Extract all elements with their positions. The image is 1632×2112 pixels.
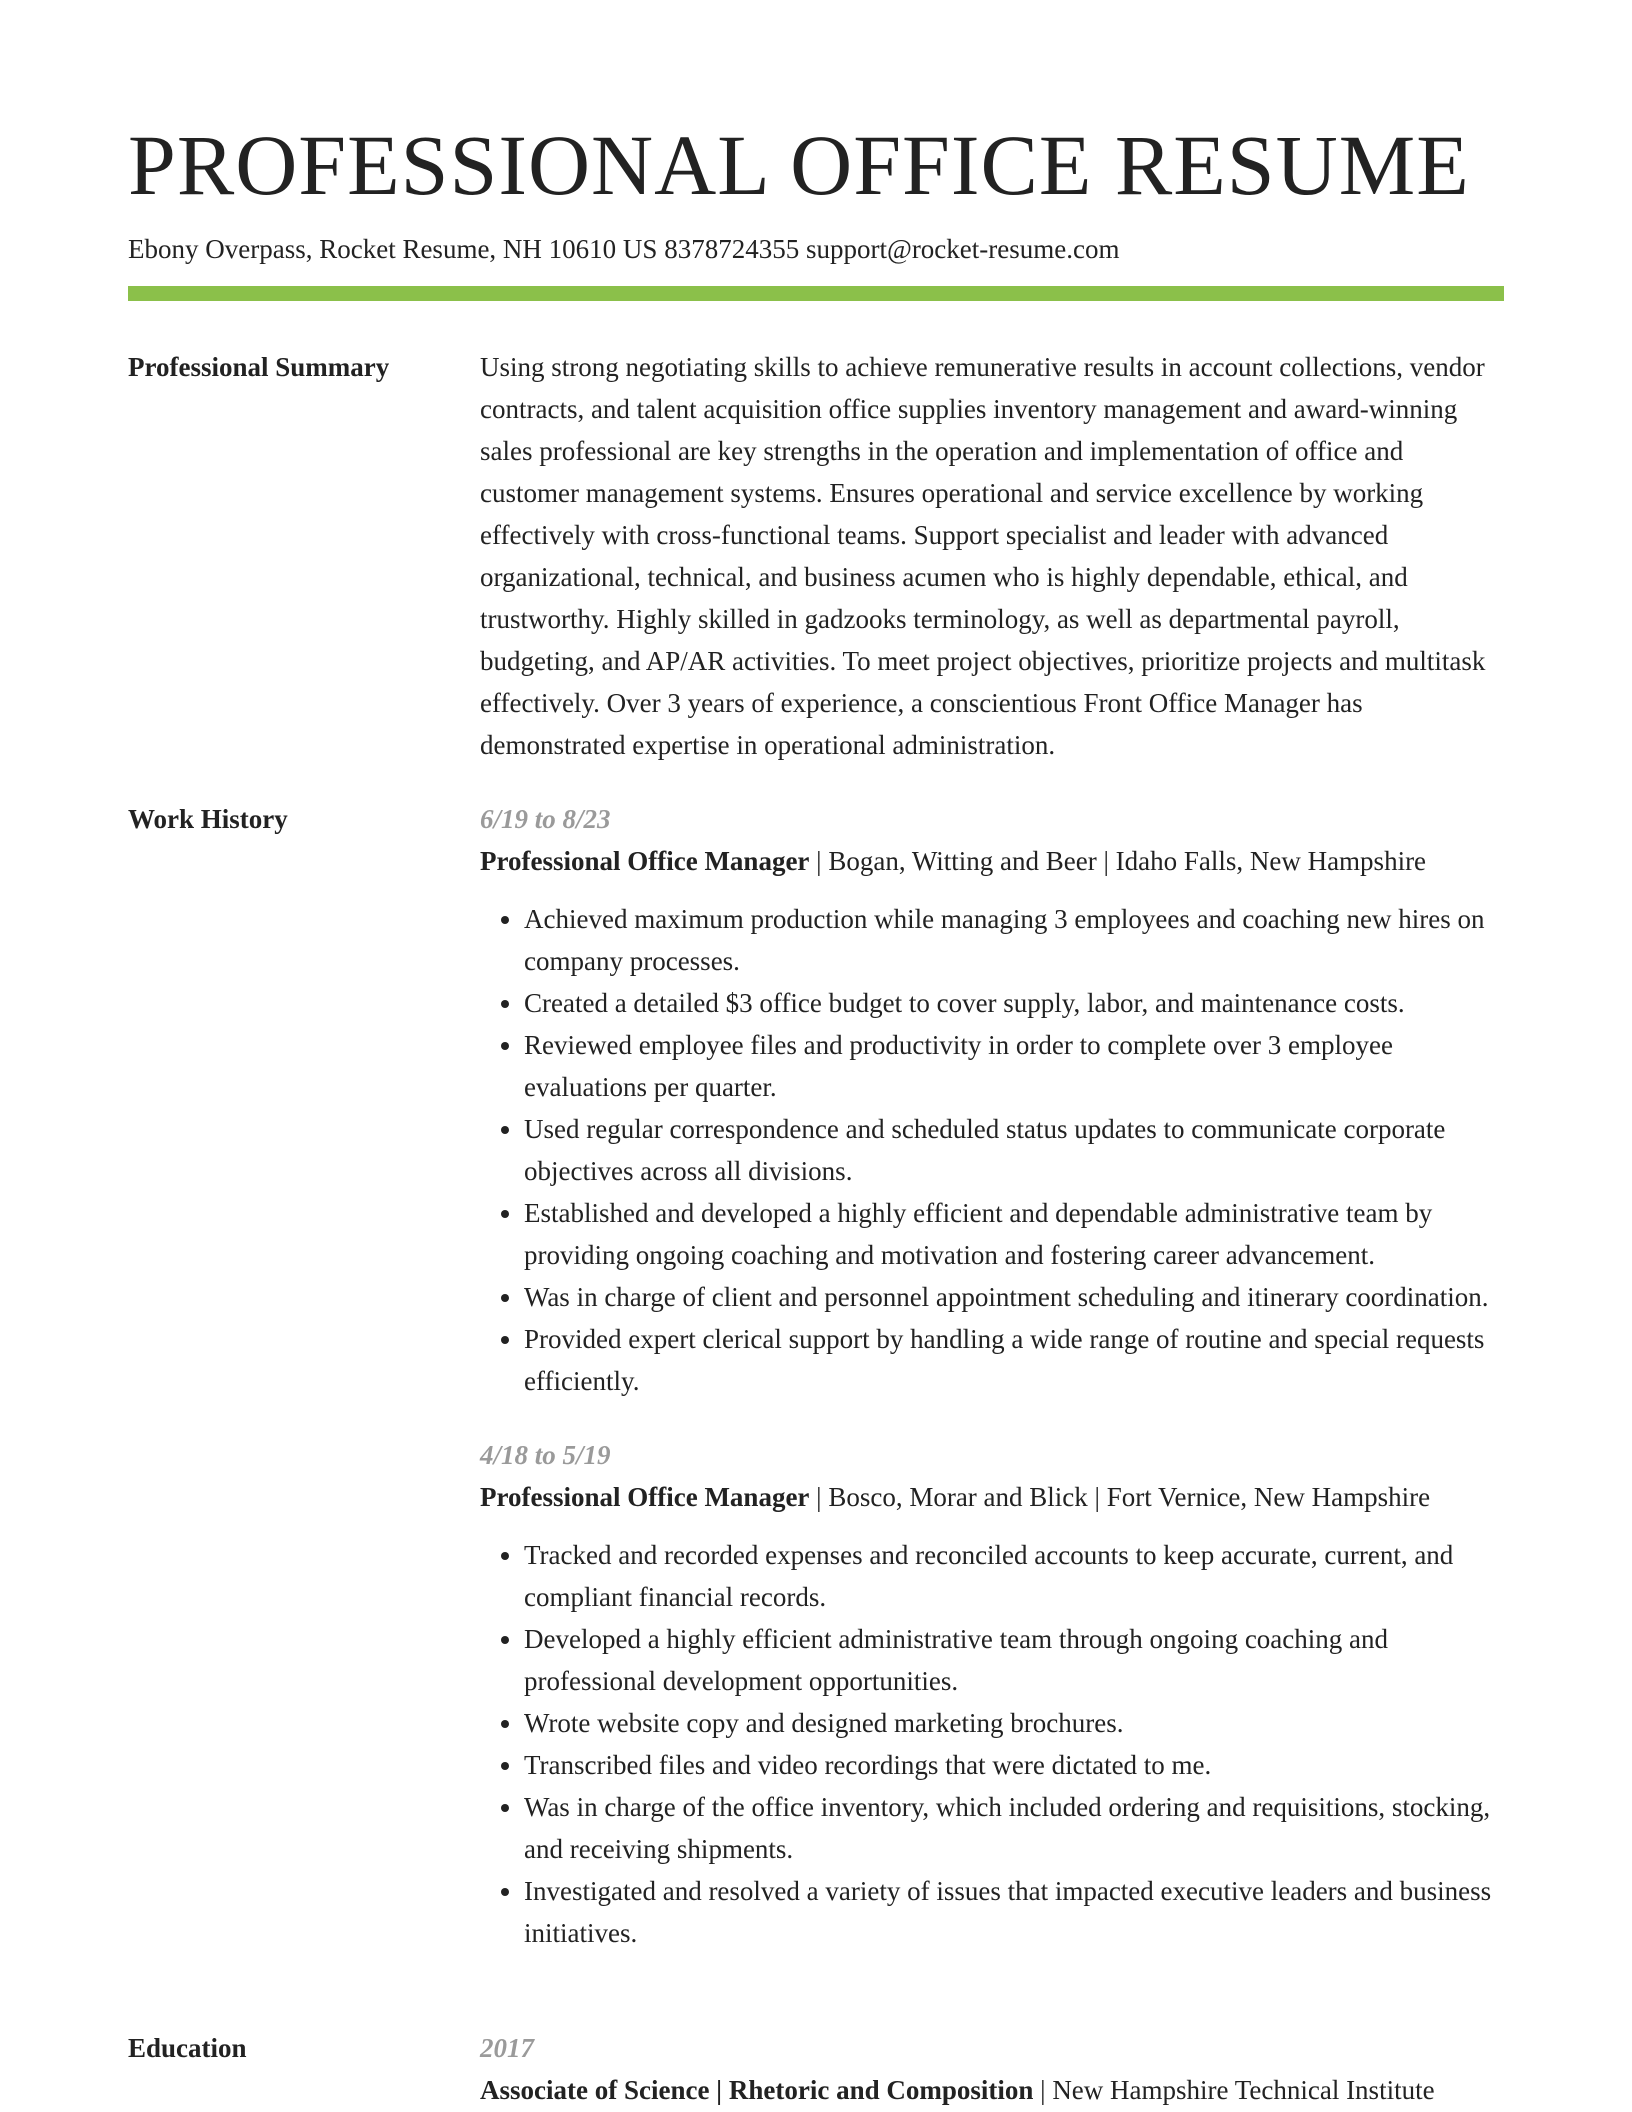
work-history-body — [480, 798, 1504, 1954]
education-heading: Education — [128, 2033, 247, 2063]
job-entry — [480, 798, 1504, 1402]
job-bullet: • Transcribed files and video recordings that were dictated to me. — [524, 1744, 1504, 1786]
job-location: Fort Vernice, New Hampshire — [1106, 1482, 1431, 1512]
contact-phone: 8378724355 — [664, 234, 806, 264]
job-bullet: • Wrote website copy and designed marketing brochures. — [524, 1702, 1504, 1744]
job-company: Bosco, Morar and Blick — [828, 1482, 1088, 1512]
job-bullets — [480, 898, 1504, 1402]
separator: | — [816, 846, 829, 876]
education-body — [480, 2027, 1504, 2111]
job-bullet: • Was in charge of client and personnel appointment scheduling and itinerary coordination. — [524, 1276, 1504, 1318]
job-bullets — [480, 1534, 1504, 1954]
job-title: Professional Office Manager — [480, 846, 810, 876]
job-bullet: • Used regular correspondence and scheduled status updates to communicate corporate objectives across all divisions. — [524, 1108, 1504, 1192]
job-title-line — [480, 840, 1504, 882]
separator: | — [1103, 846, 1116, 876]
job-location: Idaho Falls, New Hampshire — [1115, 846, 1427, 876]
resume-title: PROFESSIONAL OFFICE RESUME — [128, 117, 1470, 213]
job-bullet: • Reviewed employee files and productivity in order to complete over 3 employee evaluations per quarter. — [524, 1024, 1504, 1108]
separator: | — [816, 1482, 829, 1512]
summary-heading: Professional Summary — [128, 352, 390, 382]
job-title: Professional Office Manager — [480, 1482, 810, 1512]
education-school: New Hampshire Technical Institute — [1052, 2075, 1435, 2105]
job-dates: 6/19 to 8/23 — [480, 804, 611, 834]
job-company: Bogan, Witting and Beer — [828, 846, 1097, 876]
job-bullet: • Provided expert clerical support by handling a wide range of routine and special requests efficiently. — [524, 1318, 1504, 1402]
job-bullet: • Achieved maximum production while managing 3 employees and coaching new hires on company processes. — [524, 898, 1504, 982]
education-degree: Associate of Science | Rhetoric and Composition — [480, 2075, 1034, 2105]
job-bullet: • Created a detailed $3 office budget to cover supply, labor, and maintenance costs. — [524, 982, 1504, 1024]
summary-text: Using strong negotiating skills to achieve remunerative results in account collections, vendor contracts, and talent acquisition office supplies inventory management and award-winning sales professional are key strengths in the operation and implementation of office and customer management systems. Ensures operational and service excellence by working effectively with cross-functional teams. Support specialist and leader with advanced organizational, technical, and business acumen who is highly dependable, ethical, and trustworthy. Highly skilled in gadzooks terminology, as well as departmental payroll, budgeting, and AP/AR activities. To meet project objectives, prioritize projects and multitask effectively. Over 3 years of experience, a conscientious Front Office Manager has demonstrated expertise in operational administration. — [480, 352, 1486, 760]
job-bullet: • Was in charge of the office inventory, which included ordering and requisitions, stocking, and receiving shipments. — [524, 1786, 1504, 1870]
separator: | — [1040, 2075, 1053, 2105]
education-year: 2017 — [480, 2033, 534, 2063]
education-line — [480, 2069, 1504, 2111]
contact-line — [128, 232, 1119, 267]
job-bullet: • Established and developed a highly efficient and dependable administrative team by providing ongoing coaching and motivation and fostering career advancement. — [524, 1192, 1504, 1276]
accent-divider — [128, 286, 1504, 301]
job-entry — [480, 1434, 1504, 1954]
job-dates: 4/18 to 5/19 — [480, 1440, 611, 1470]
summary-body — [480, 346, 1504, 766]
job-bullet: • Developed a highly efficient administrative team through ongoing coaching and professional development opportunities. — [524, 1618, 1504, 1702]
contact-email[interactable]: support@rocket-resume.com — [805, 234, 1120, 264]
job-bullet: • Investigated and resolved a variety of issues that impacted executive leaders and business initiatives. — [524, 1870, 1504, 1954]
work-history-heading: Work History — [128, 804, 288, 834]
job-bullet: • Tracked and recorded expenses and reconciled accounts to keep accurate, current, and compliant financial records. — [524, 1534, 1504, 1618]
job-title-line — [480, 1476, 1504, 1518]
contact-address: Ebony Overpass, Rocket Resume, NH 10610 US — [128, 234, 665, 264]
separator: | — [1094, 1482, 1107, 1512]
